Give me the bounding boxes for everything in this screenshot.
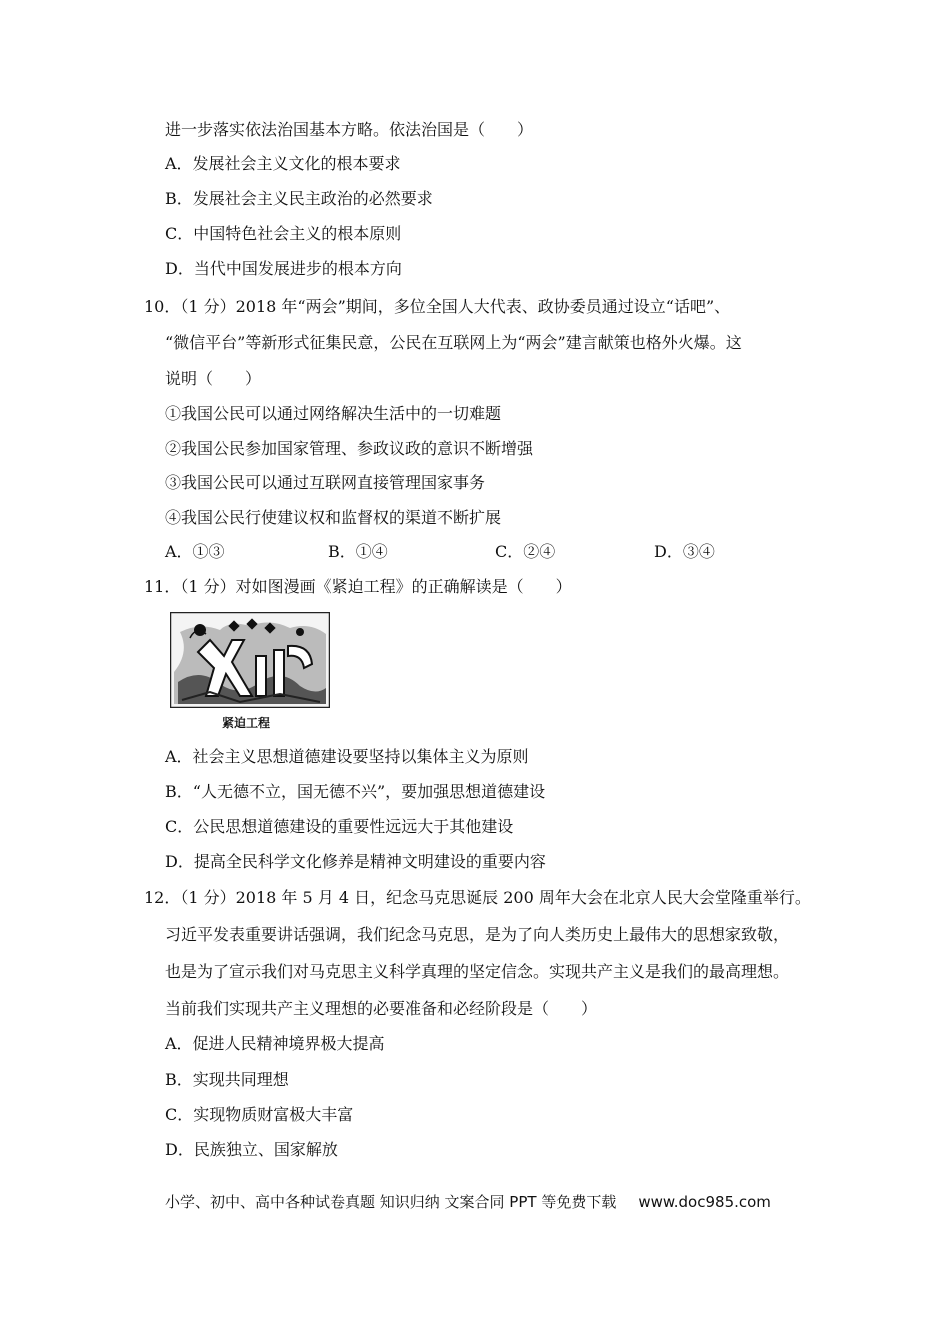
q12-stem-line-2: 习近平发表重要讲话强调，我们纪念马克思，是为了向人类历史上最伟大的思想家致敬， [165,925,790,944]
q10-stem-line-3: 说明（ ） [165,369,262,388]
q11-option-c: C．公民思想道德建设的重要性远远大于其他建设 [165,817,514,836]
q11-option-a: A．社会主义思想道德建设要坚持以集体主义为原则 [165,747,529,766]
page-footer [165,1191,771,1212]
q10-option-d: D．③④ [654,542,715,561]
q10-option-a: A．①③ [165,542,225,561]
q10-statement-1: ①我国公民可以通过网络解决生活中的一切难题 [165,404,502,423]
q9-option-a: A．发展社会主义文化的根本要求 [165,154,401,173]
cartoon-image [170,612,330,708]
q12-stem-line-4: 当前我们实现共产主义理想的必要准备和必经阶段是（ ） [165,999,598,1018]
q12-option-b: B．实现共同理想 [165,1070,289,1089]
q11-option-d: D．提高全民科学文化修养是精神文明建设的重要内容 [165,852,546,871]
q12-option-c: C．实现物质财富极大丰富 [165,1105,354,1124]
q9-option-d: D．当代中国发展进步的根本方向 [165,259,402,278]
q10-statement-3: ③我国公民可以通过互联网直接管理国家事务 [165,473,486,492]
q10-stem-line-2: “微信平台”等新形式征集民意，公民在互联网上为“两会”建言献策也格外火爆。这 [165,333,742,352]
q10-option-b: B．①④ [328,542,388,561]
q9-stem: 进一步落实依法治国基本方略。依法治国是（ ） [165,120,534,139]
q10-statement-4: ④我国公民行使建议权和监督权的渠道不断扩展 [165,508,502,527]
q9-option-b: B．发展社会主义民主政治的必然要求 [165,189,433,208]
footer-url[interactable]: www.doc985.com [638,1193,771,1211]
footer-text: 小学、初中、高中各种试卷真题 知识归纳 文案合同 PPT 等免费下载 [165,1193,617,1211]
q12-option-a: A．促进人民精神境界极大提高 [165,1034,385,1053]
q10-statement-2: ②我国公民参加国家管理、参政议政的意识不断增强 [165,439,534,458]
q12-stem-line-3: 也是为了宣示我们对马克思主义科学真理的坚定信念。实现共产主义是我们的最高理想。 [165,962,790,981]
q11-stem: 11．（1 分）对如图漫画《紧迫工程》的正确解读是（ ） [144,577,572,596]
q12-stem-line-1: 12．（1 分）2018 年 5 月 4 日，纪念马克思诞辰 200 周年大会在北京人民大会堂隆重举行。 [144,888,811,907]
cartoon-caption: 紧迫工程 [222,716,271,730]
q10-stem-line-1: 10．（1 分）2018 年“两会”期间，多位全国人大代表、政协委员通过设立“话吧”、 [144,297,731,316]
q11-option-b: B．“人无德不立，国无德不兴”，要加强思想道德建设 [165,782,546,801]
q9-option-c: C．中国特色社会主义的根本原则 [165,224,402,243]
q10-option-c: C．②④ [495,542,556,561]
q12-option-d: D．民族独立、国家解放 [165,1140,338,1159]
